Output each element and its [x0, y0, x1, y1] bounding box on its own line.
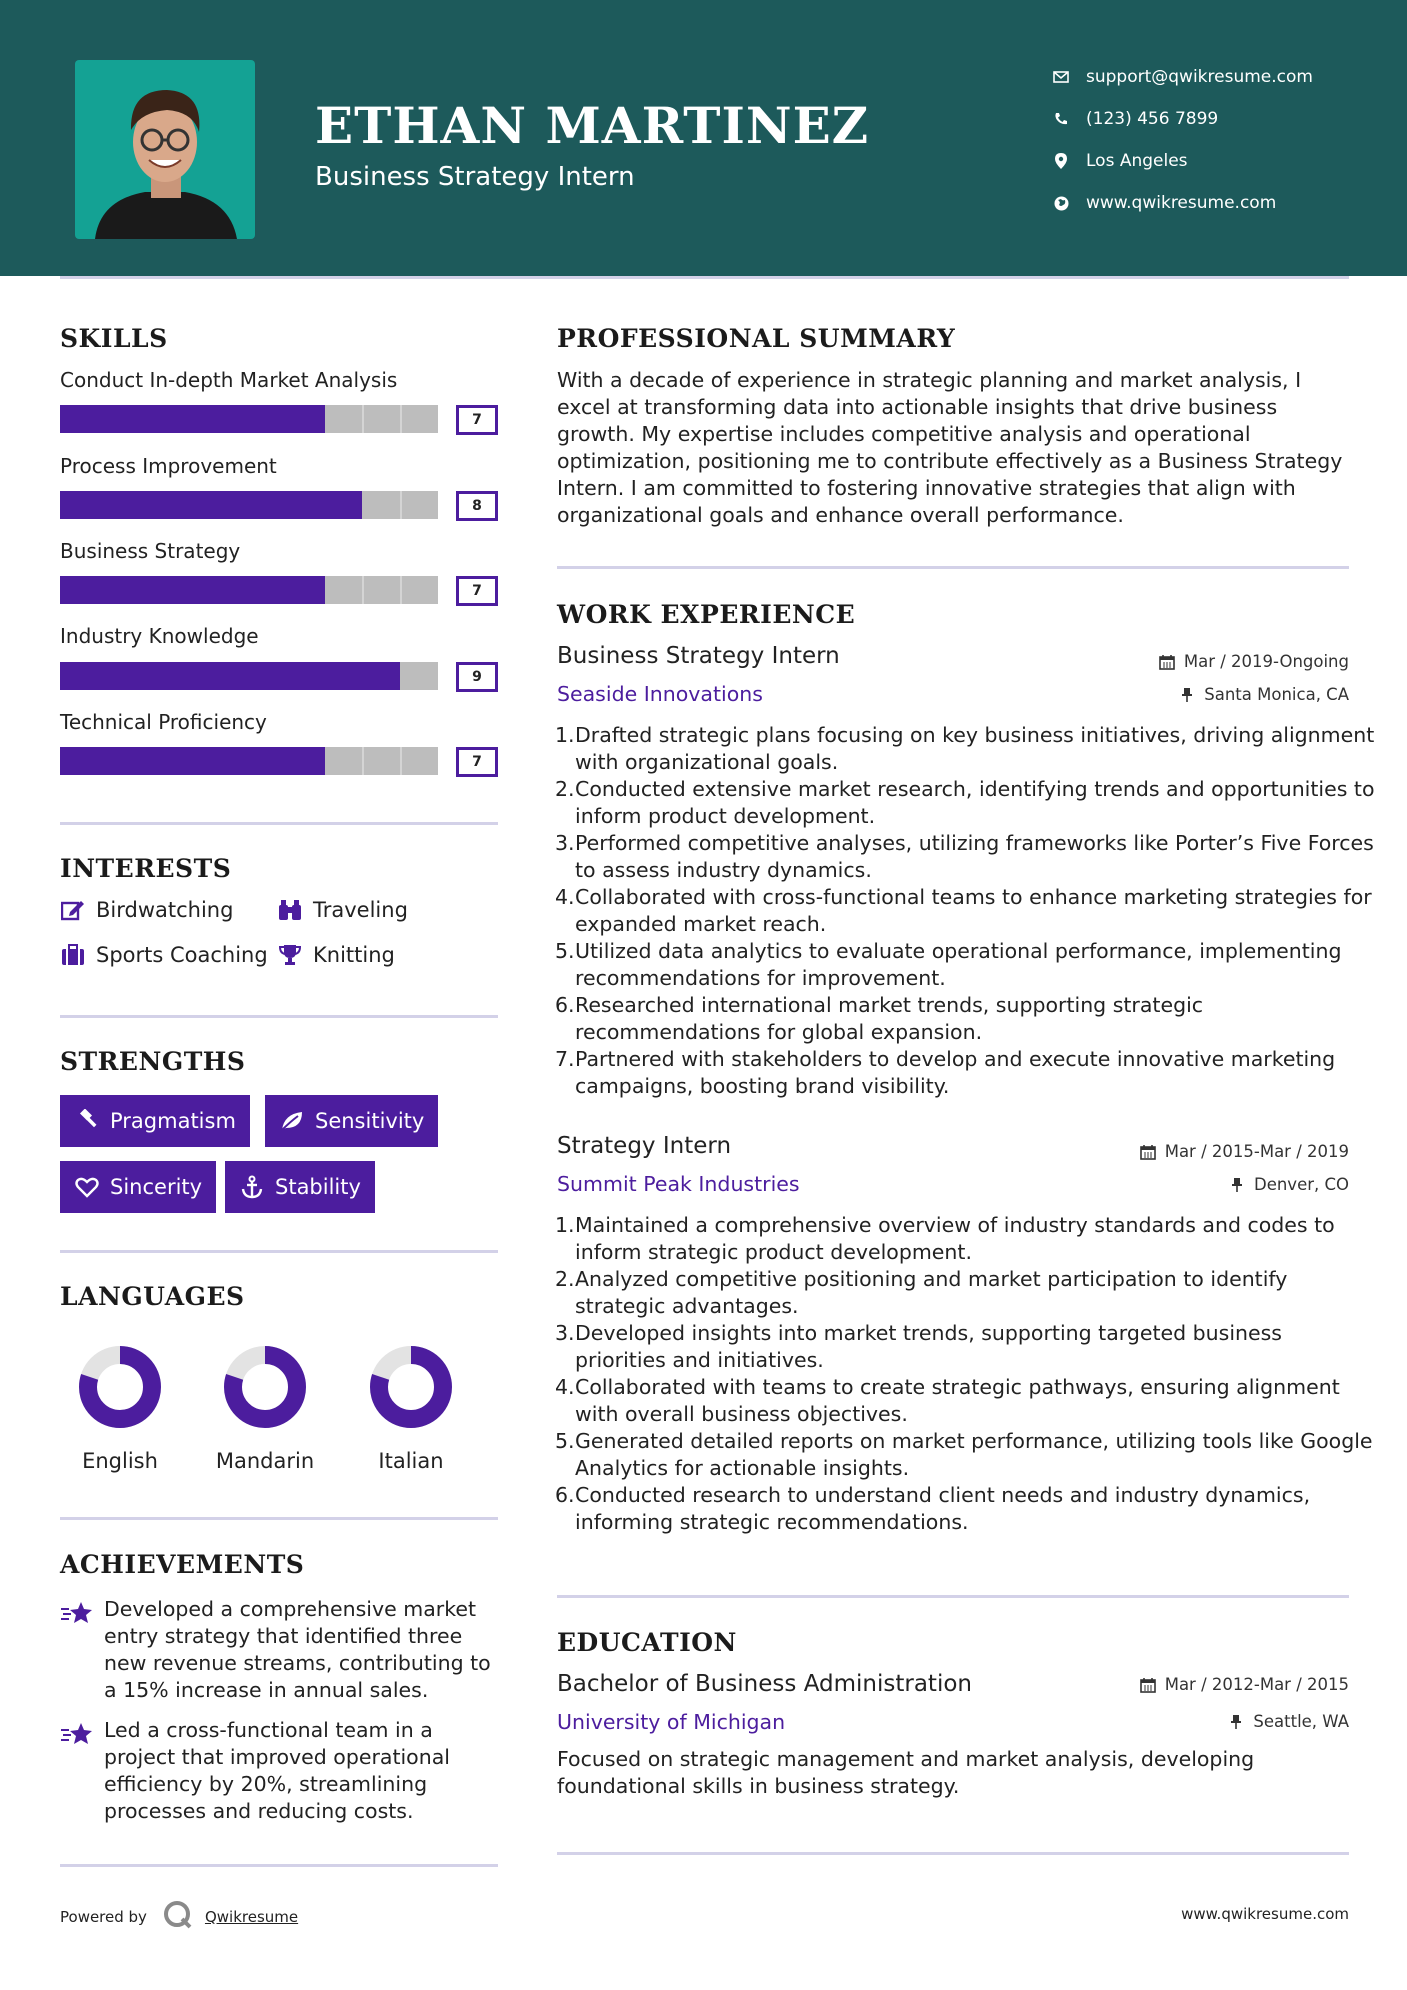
- pushpin-icon: [1178, 686, 1196, 704]
- trophy-icon: [277, 942, 303, 968]
- skill-bar-segment: [362, 747, 364, 775]
- binoculars-icon: [277, 897, 303, 923]
- map-pin-icon: [1050, 150, 1072, 172]
- profile-photo: [75, 60, 255, 239]
- skill-bar-segment: [362, 405, 364, 433]
- qwikresume-link[interactable]: Qwikresume: [204, 1908, 299, 1926]
- strength-label: Pragmatism: [110, 1109, 236, 1133]
- list-item: Performed competitive analyses, utilizing frameworks like Porter’s Five Forces to assess industry dynamics.: [575, 831, 1374, 882]
- interest-label: Knitting: [313, 943, 395, 967]
- job-title: Business Strategy Intern: [557, 643, 840, 669]
- section-divider: [557, 566, 1349, 569]
- list-item: Analyzed competitive positioning and market participation to identify strategic advantages.: [575, 1267, 1288, 1318]
- achievement-item: [60, 1596, 500, 1704]
- calendar-icon: [1139, 1676, 1157, 1694]
- contact-email[interactable]: [1050, 56, 1313, 98]
- language-item: [195, 1343, 335, 1473]
- interest-item: [60, 897, 233, 923]
- contact-list: [1050, 56, 1313, 224]
- list-item: Conducted research to understand client needs and industry dynamics, informing strategic recommendations.: [575, 1483, 1311, 1534]
- gavel-icon: [74, 1108, 100, 1134]
- section-divider: [557, 1595, 1349, 1598]
- suitcase-icon: [60, 942, 86, 968]
- interests-heading: INTERESTS: [60, 854, 232, 883]
- skill-bar-segment: [400, 576, 402, 604]
- skill-bar-fill: [60, 405, 325, 433]
- heart-icon: [74, 1174, 100, 1200]
- job-responsibilities: [557, 722, 1375, 1100]
- job-title: Strategy Intern: [557, 1133, 732, 1159]
- list-item: Drafted strategic plans focusing on key business initiatives, driving alignment with organizational goals.: [575, 723, 1375, 774]
- skill-level-badge: 7: [456, 405, 498, 435]
- interest-item: [60, 942, 268, 968]
- strength-label: Sensitivity: [315, 1109, 425, 1133]
- education-dates-text: Mar / 2012-Mar / 2015: [1164, 1675, 1349, 1694]
- phone-icon: [1050, 108, 1072, 130]
- strengths-heading: STRENGTHS: [60, 1047, 246, 1076]
- anchor-icon: [239, 1174, 265, 1200]
- languages-heading: LANGUAGES: [60, 1282, 245, 1311]
- job-responsibilities: [557, 1212, 1375, 1536]
- list-item: Researched international market trends, supporting strategic recommendations for global expansion.: [575, 993, 1204, 1044]
- education-dates: [1139, 1675, 1349, 1694]
- contact-location: [1050, 140, 1313, 182]
- degree-title: Bachelor of Business Administration: [557, 1671, 972, 1697]
- section-divider: [557, 1852, 1349, 1855]
- skills-heading: SKILLS: [60, 324, 168, 353]
- qwikresume-logo-icon: [163, 1900, 193, 1934]
- skill-level-badge: 9: [456, 662, 498, 692]
- language-label: Italian: [378, 1449, 444, 1473]
- interest-label: Birdwatching: [96, 898, 234, 922]
- job-dates: [1158, 652, 1349, 671]
- education-heading: EDUCATION: [557, 1628, 737, 1657]
- achievements-heading: ACHIEVEMENTS: [60, 1550, 305, 1579]
- summary-heading: PROFESSIONAL SUMMARY: [557, 324, 956, 353]
- job-dates-text: Mar / 2015-Mar / 2019: [1164, 1142, 1349, 1161]
- shooting-star-icon: [60, 1717, 94, 1825]
- skill-level-badge: 8: [456, 491, 498, 521]
- candidate-role: Business Strategy Intern: [315, 162, 635, 192]
- powered-by: [60, 1900, 298, 1934]
- strength-chip: [60, 1161, 216, 1213]
- skill-label: Process Improvement: [60, 454, 277, 478]
- list-item: Utilized data analytics to evaluate operational performance, implementing recommendations for improvement.: [575, 939, 1342, 990]
- list-item: Collaborated with cross-functional teams to enhance marketing strategies for expanded market reach.: [575, 885, 1372, 936]
- skill-bar-segment: [400, 491, 402, 519]
- school-name: University of Michigan: [557, 1710, 786, 1734]
- achievement-item: [60, 1717, 500, 1825]
- calendar-icon: [1139, 1143, 1157, 1161]
- contact-website[interactable]: [1050, 182, 1313, 224]
- list-item: Developed insights into market trends, supporting targeted business priorities and initiatives.: [575, 1321, 1282, 1372]
- leaf-icon: [279, 1108, 305, 1134]
- skill-bar: [60, 576, 482, 604]
- interest-item: [277, 897, 408, 923]
- interest-item: [277, 942, 395, 968]
- skill-label: Technical Proficiency: [60, 710, 267, 734]
- interest-label: Traveling: [313, 898, 408, 922]
- powered-by-text: Powered by: [60, 1908, 147, 1926]
- language-proficiency-ring: [76, 1343, 164, 1431]
- globe-icon: [1050, 192, 1072, 214]
- strength-label: Sincerity: [110, 1175, 203, 1199]
- education-location: [1227, 1712, 1349, 1731]
- strength-chip: [60, 1095, 250, 1147]
- skill-bar-fill: [60, 662, 400, 690]
- contact-website-text: www.qwikresume.com: [1086, 193, 1277, 213]
- skill-label: Business Strategy: [60, 539, 241, 563]
- section-divider: [60, 1864, 498, 1867]
- calendar-icon: [1158, 653, 1176, 671]
- interest-label: Sports Coaching: [96, 943, 268, 967]
- contact-phone[interactable]: [1050, 98, 1313, 140]
- job-location-text: Santa Monica, CA: [1204, 685, 1349, 704]
- skill-bar: [60, 491, 482, 519]
- list-item: Maintained a comprehensive overview of industry standards and codes to inform strategic product development.: [575, 1213, 1335, 1264]
- job-location: [1228, 1175, 1349, 1194]
- language-proficiency-ring: [221, 1343, 309, 1431]
- skill-bar-segment: [400, 747, 402, 775]
- job-location-text: Denver, CO: [1253, 1175, 1349, 1194]
- contact-email-text: support@qwikresume.com: [1086, 67, 1313, 87]
- skill-label: Conduct In-depth Market Analysis: [60, 368, 398, 392]
- experience-heading: WORK EXPERIENCE: [557, 600, 856, 629]
- header-divider: [60, 276, 1349, 279]
- contact-phone-text: (123) 456 7899: [1086, 109, 1219, 129]
- strength-label: Stability: [275, 1175, 361, 1199]
- skill-level-badge: 7: [456, 576, 498, 606]
- skill-label: Industry Knowledge: [60, 624, 259, 648]
- envelope-icon: [1050, 66, 1072, 88]
- language-item: [341, 1343, 481, 1473]
- pushpin-icon: [1228, 1176, 1246, 1194]
- language-item: [50, 1343, 190, 1473]
- list-item: Conducted extensive market research, identifying trends and opportunities to inform product development.: [575, 777, 1375, 828]
- edit-icon: [60, 897, 86, 923]
- section-divider: [60, 1015, 498, 1018]
- education-description: Focused on strategic management and market analysis, developing foundational skills in business strategy.: [557, 1747, 1255, 1798]
- skill-bar-fill: [60, 491, 362, 519]
- achievement-text: Led a cross-functional team in a project that improved operational efficiency by 20%, streamlining processes and reducing costs.: [104, 1718, 450, 1823]
- job-dates: [1139, 1142, 1349, 1161]
- job-dates-text: Mar / 2019-Ongoing: [1183, 652, 1349, 671]
- achievement-text: Developed a comprehensive market entry strategy that identified three new revenue streams, contributing to a 15% increase in annual sales.: [104, 1597, 491, 1702]
- summary-text: With a decade of experience in strategic planning and market analysis, I excel at transforming data into actionable insights that drive business growth. My expertise includes competitive analysis and operational optimization, positioning me to contribute effectively as a Business Strategy Intern. I am committed to fostering innovative strategies that align with organizational goals and enhance overall performance.: [557, 368, 1343, 527]
- skill-bar-segment: [400, 405, 402, 433]
- skill-bar: [60, 405, 482, 433]
- skill-bar: [60, 747, 482, 775]
- pushpin-icon: [1227, 1713, 1245, 1731]
- strength-chip: [265, 1095, 438, 1147]
- strength-chip: [225, 1161, 375, 1213]
- candidate-name: ETHAN MARTINEZ: [315, 96, 870, 155]
- skill-bar-fill: [60, 747, 325, 775]
- job-company: Summit Peak Industries: [557, 1172, 800, 1196]
- job-location: [1178, 685, 1349, 704]
- skill-bar-segment: [362, 576, 364, 604]
- section-divider: [60, 822, 498, 825]
- list-item: Generated detailed reports on market performance, utilizing tools like Google Analytics for actionable insights.: [575, 1429, 1373, 1480]
- job-company: Seaside Innovations: [557, 682, 763, 706]
- list-item: Partnered with stakeholders to develop and execute innovative marketing campaigns, boosting brand visibility.: [575, 1047, 1336, 1098]
- skill-level-badge: 7: [456, 747, 498, 777]
- language-label: English: [82, 1449, 158, 1473]
- language-label: Mandarin: [215, 1449, 315, 1473]
- contact-location-text: Los Angeles: [1086, 151, 1188, 171]
- section-divider: [60, 1250, 498, 1253]
- section-divider: [60, 1517, 498, 1520]
- education-location-text: Seattle, WA: [1253, 1712, 1349, 1731]
- skill-bar-fill: [60, 576, 325, 604]
- footer-url[interactable]: www.qwikresume.com: [1181, 1905, 1349, 1923]
- resume-header: [0, 0, 1407, 276]
- shooting-star-icon: [60, 1596, 94, 1704]
- list-item: Collaborated with teams to create strategic pathways, ensuring alignment with overall business objectives.: [575, 1375, 1340, 1426]
- language-proficiency-ring: [367, 1343, 455, 1431]
- skill-bar: [60, 662, 482, 690]
